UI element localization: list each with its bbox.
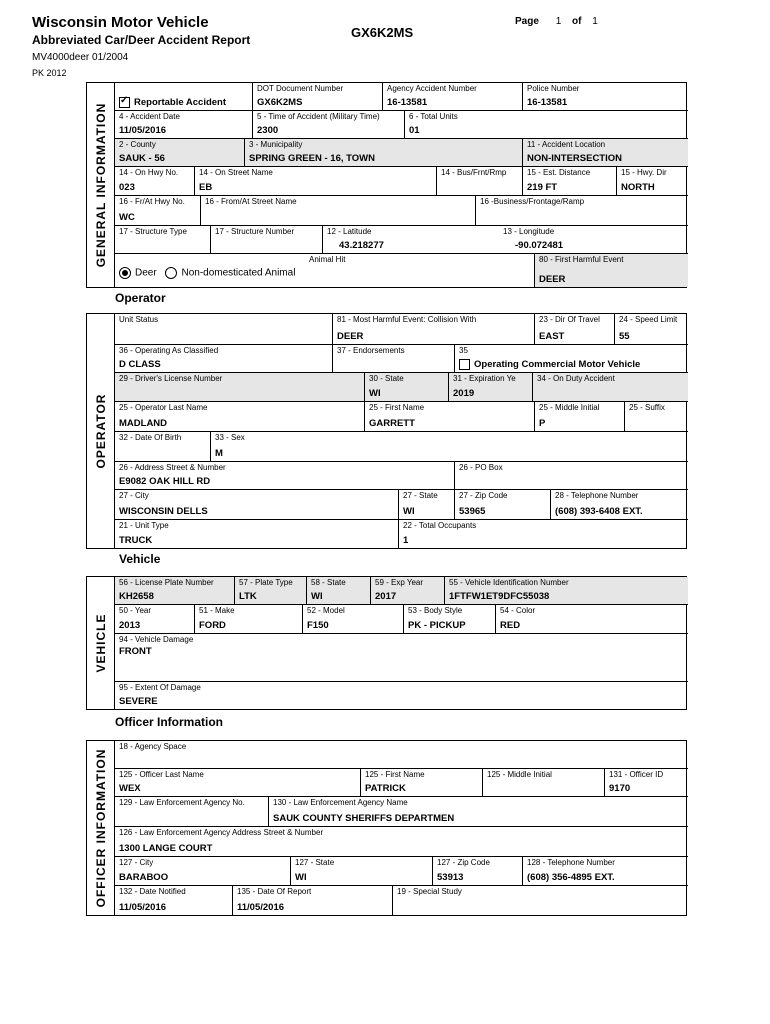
accident-location-value: NON-INTERSECTION	[527, 153, 622, 164]
sex-cell	[211, 432, 688, 462]
officer-id-label: 131 - Officer ID	[609, 770, 664, 779]
dir-travel-label: 23 - Dir Of Travel	[539, 315, 600, 324]
vin-label: 55 - Vehicle Identification Number	[449, 578, 569, 587]
vin-value: 1FTFW1ET9DFC55038	[449, 591, 550, 602]
non-domesticated-label: Non-domesticated Animal	[181, 267, 296, 279]
officer-section-label: OFFICER INFORMATION	[93, 748, 108, 908]
speed-limit-value: 55	[619, 331, 630, 342]
city-value: WISCONSIN DELLS	[119, 506, 208, 517]
body-style-value: PK - PICKUP	[408, 620, 466, 631]
operator-title: Operator	[115, 291, 166, 305]
first-harmful-event-cell	[535, 254, 688, 287]
address-value: E9082 OAK HILL RD	[119, 476, 211, 487]
frat-hwy-value: WC	[119, 212, 135, 223]
municipality-cell	[245, 139, 523, 167]
operator-last-label: 25 - Operator Last Name	[119, 403, 208, 412]
classified-value: D CLASS	[119, 359, 161, 370]
vehicle-title: Vehicle	[119, 552, 161, 566]
on-street-label: 14 - On Street Name	[199, 168, 273, 177]
on-hwy-value: 023	[119, 182, 135, 193]
frat-hwy-label: 16 - Fr/At Hwy No.	[119, 197, 185, 206]
agency-name-cell	[269, 797, 688, 827]
on-street-value: EB	[199, 182, 213, 193]
animal-hit-cell	[305, 254, 535, 287]
total-units-value: 01	[409, 125, 420, 136]
page-label: Page	[515, 16, 539, 27]
license-label: 29 - Driver's License Number	[119, 374, 223, 383]
cmv-label: Operating Commercial Motor Vehicle	[474, 359, 641, 370]
police-number-value: 16-13581	[527, 97, 568, 108]
cmv-checkbox[interactable]	[459, 359, 470, 370]
telephone-value: (608) 393-6408 EXT.	[555, 506, 643, 517]
deer-radio[interactable]	[119, 267, 131, 279]
classified-label: 36 - Operating As Classified	[119, 346, 219, 355]
form-subtitle: Abbreviated Car/Deer Accident Report	[32, 33, 251, 47]
exp-year-cell	[371, 577, 445, 605]
operator-section	[86, 313, 687, 549]
form-title: Wisconsin Motor Vehicle	[32, 14, 209, 31]
address-cell	[115, 462, 455, 490]
occupants-cell	[399, 520, 688, 548]
agency-space-cell	[115, 741, 688, 769]
officer-telephone-cell	[523, 857, 688, 886]
officer-section	[86, 740, 687, 916]
exp-year-value: 2017	[375, 591, 397, 602]
model-cell	[303, 605, 404, 634]
longitude-label: 13 - Longitude	[503, 227, 555, 236]
year-label: 50 - Year	[119, 606, 152, 615]
exp-year-label: 59 - Exp Year	[375, 578, 424, 587]
hwy-dir-cell	[617, 167, 688, 196]
unit-type-cell	[115, 520, 399, 548]
dir-travel-cell	[535, 314, 615, 345]
first-harmful-event-label: 80 - First Harmful Event	[539, 255, 624, 264]
date-notified-label: 132 - Date Notified	[119, 887, 186, 896]
agency-address-label: 126 - Law Enforcement Agency Address Street & Number	[119, 828, 324, 837]
dob-label: 32 - Date Of Birth	[119, 433, 182, 442]
operator-middle-label: 25 - Middle Initial	[539, 403, 600, 412]
expiration-cell	[449, 373, 533, 402]
est-distance-value: 219 FT	[527, 182, 558, 193]
document-id: GX6K2MS	[351, 25, 414, 40]
accident-date-label: 4 - Accident Date	[119, 112, 180, 121]
operator-suffix-cell	[625, 402, 688, 432]
dot-document-cell	[253, 83, 383, 111]
reportable-label: Reportable Accident	[134, 97, 227, 108]
vehicle-damage-label: 94 - Vehicle Damage	[119, 635, 194, 644]
date-report-label: 135 - Date Of Report	[237, 887, 312, 896]
officer-id-value: 9170	[609, 783, 631, 794]
officer-last-label: 125 - Officer Last Name	[119, 770, 204, 779]
date-report-cell	[233, 886, 393, 915]
vehicle-state-label: 58 - State	[311, 578, 346, 587]
license-state-cell	[365, 373, 449, 402]
speed-limit-label: 24 - Speed Limit	[619, 315, 678, 324]
latitude-cell	[323, 226, 499, 254]
dot-document-label: DOT Document Number	[257, 84, 344, 93]
cmv-number: 35	[459, 346, 468, 355]
plate-type-label: 57 - Plate Type	[239, 578, 293, 587]
dot-document-value: GX6K2MS	[257, 97, 303, 108]
agency-address-value: 1300 LANGE COURT	[119, 843, 213, 854]
dir-travel-value: EAST	[539, 331, 565, 342]
date-report-value: 11/05/2016	[237, 902, 285, 913]
officer-state-value: WI	[295, 872, 307, 883]
frat-street-label: 16 - From/At Street Name	[205, 197, 297, 206]
vehicle-state-cell	[307, 577, 371, 605]
accident-location-label: 11 - Accident Location	[527, 140, 606, 149]
county-value: SAUK - 56	[119, 153, 165, 164]
most-harmful-value: DEER	[337, 331, 364, 342]
business-frontage-cell	[476, 196, 688, 226]
unit-type-label: 21 - Unit Type	[119, 521, 169, 530]
unit-status-label: Unit Status	[119, 315, 159, 324]
body-style-label: 53 - Body Style	[408, 606, 463, 615]
operator-middle-cell	[535, 402, 625, 432]
officer-state-cell	[291, 857, 433, 886]
occupants-value: 1	[403, 535, 409, 546]
officer-first-cell	[361, 769, 483, 797]
vehicle-section-label: VEHICLE	[93, 613, 108, 673]
latitude-label: 12 - Latitude	[327, 227, 372, 236]
agency-name-label: 130 - Law Enforcement Agency Name	[273, 798, 408, 807]
year-cell	[115, 605, 195, 634]
structure-type-cell	[115, 226, 211, 254]
county-cell	[115, 139, 245, 167]
zip-cell	[455, 490, 551, 520]
vehicle-state-value: WI	[311, 591, 323, 602]
license-state-label: 30 - State	[369, 374, 404, 383]
zip-label: 27 - Zip Code	[459, 491, 508, 500]
license-cell	[115, 373, 365, 402]
state-value: WI	[403, 506, 415, 517]
first-harmful-event-value: DEER	[539, 274, 566, 285]
bus-frnt-label: 14 - Bus/Frnt/Rmp	[441, 168, 507, 177]
accident-time-label: 5 - Time of Accident (Military Time)	[257, 112, 380, 121]
license-state-value: WI	[369, 388, 381, 399]
officer-telephone-value: (608) 356-4895 EXT.	[527, 872, 615, 883]
operator-last-cell	[115, 402, 365, 432]
extent-damage-cell	[115, 682, 688, 709]
animal-hit-label: Animal Hit	[309, 255, 346, 264]
color-value: RED	[500, 620, 521, 631]
accident-location-cell	[523, 139, 688, 167]
officer-city-cell	[115, 857, 291, 886]
frat-street-cell	[201, 196, 476, 226]
officer-first-label: 125 - First Name	[365, 770, 425, 779]
unit-status-cell	[115, 314, 333, 345]
officer-city-label: 127 - City	[119, 858, 154, 867]
special-study-label: 19 - Special Study	[397, 887, 462, 896]
total-units-cell	[405, 111, 688, 139]
longitude-cell	[499, 226, 688, 254]
year-value: 2013	[119, 620, 141, 631]
county-label: 2 - County	[119, 140, 156, 149]
model-value: F150	[307, 620, 329, 631]
date-notified-cell	[115, 886, 233, 915]
most-harmful-label: 81 - Most Harmful Event: Collision With	[337, 315, 477, 324]
telephone-label: 28 - Telephone Number	[555, 491, 639, 500]
on-street-cell	[195, 167, 437, 196]
officer-last-value: WEX	[119, 783, 141, 794]
vin-cell	[445, 577, 688, 605]
operator-first-value: GARRETT	[369, 418, 415, 429]
general-section-label: GENERAL INFORMATION	[93, 102, 108, 268]
make-value: FORD	[199, 620, 226, 631]
officer-zip-label: 127 - Zip Code	[437, 858, 490, 867]
classified-cell	[115, 345, 333, 373]
page-number: 1	[555, 16, 562, 27]
model-label: 52 - Model	[307, 606, 345, 615]
unit-type-value: TRUCK	[119, 535, 153, 546]
accident-time-cell	[253, 111, 405, 139]
po-box-cell	[455, 462, 688, 490]
po-box-label: 26 - PO Box	[459, 463, 503, 472]
agency-address-cell	[115, 827, 688, 857]
total-units-label: 6 - Total Units	[409, 112, 458, 121]
municipality-value: SPRING GREEN - 16, TOWN	[249, 153, 375, 164]
special-study-cell	[393, 886, 688, 915]
date-notified-value: 11/05/2016	[119, 902, 167, 913]
business-frontage-label: 16 -Business/Frontage/Ramp	[480, 197, 585, 206]
officer-zip-cell	[433, 857, 523, 886]
on-hwy-cell	[115, 167, 195, 196]
officer-title: Officer Information	[115, 715, 224, 729]
vehicle-damage-value: FRONT	[119, 646, 152, 657]
endorsements-label: 37 - Endorsements	[337, 346, 405, 355]
officer-state-label: 127 - State	[295, 858, 335, 867]
make-cell	[195, 605, 303, 634]
sex-label: 33 - Sex	[215, 433, 245, 442]
municipality-label: 3 - Municipality	[249, 140, 303, 149]
plate-label: 56 - License Plate Number	[119, 578, 214, 587]
vehicle-section	[86, 576, 687, 710]
est-distance-cell	[523, 167, 617, 196]
agency-space-label: 18 - Agency Space	[119, 742, 187, 751]
city-cell	[115, 490, 399, 520]
agency-name-value: SAUK COUNTY SHERIFFS DEPARTMEN	[273, 813, 455, 824]
address-label: 26 - Address Street & Number	[119, 463, 226, 472]
on-hwy-label: 14 - On Hwy No.	[119, 168, 179, 177]
latitude-value: 43.218277	[339, 240, 384, 251]
hwy-dir-label: 15 - Hwy. Dir	[621, 168, 667, 177]
extent-damage-value: SEVERE	[119, 696, 158, 707]
telephone-cell	[551, 490, 688, 520]
officer-telephone-label: 128 - Telephone Number	[527, 858, 615, 867]
city-label: 27 - City	[119, 491, 149, 500]
occupants-label: 22 - Total Occupants	[403, 521, 477, 530]
on-duty-label: 34 - On Duty Accident	[537, 374, 615, 383]
est-distance-label: 15 - Est. Distance	[527, 168, 591, 177]
officer-middle-label: 125 - Middle Initial	[487, 770, 552, 779]
general-information-section	[86, 82, 687, 288]
frat-hwy-cell	[115, 196, 201, 226]
color-label: 54 - Color	[500, 606, 536, 615]
operator-last-value: MADLAND	[119, 418, 168, 429]
plate-cell	[115, 577, 235, 605]
sex-value: M	[215, 448, 223, 459]
plate-type-cell	[235, 577, 307, 605]
hwy-dir-value: NORTH	[621, 182, 655, 193]
most-harmful-cell	[333, 314, 535, 345]
officer-middle-cell	[483, 769, 605, 797]
operator-first-label: 25 - First Name	[369, 403, 425, 412]
accident-time-value: 2300	[257, 125, 279, 136]
plate-value: KH2658	[119, 591, 154, 602]
operator-middle-value: P	[539, 418, 546, 429]
structure-type-label: 17 - Structure Type	[119, 227, 187, 236]
non-domesticated-radio[interactable]	[165, 267, 177, 279]
vehicle-damage-cell	[115, 634, 688, 682]
page-total: 1	[592, 16, 598, 27]
cmv-cell	[455, 345, 688, 373]
speed-limit-cell	[615, 314, 688, 345]
officer-city-value: BARABOO	[119, 872, 169, 883]
reportable-checkbox[interactable]	[119, 97, 130, 108]
color-cell	[496, 605, 688, 634]
longitude-value: -90.072481	[515, 240, 564, 251]
officer-id-cell	[605, 769, 688, 797]
page-indicator	[515, 16, 598, 27]
state-label: 27 - State	[403, 491, 438, 500]
bus-frnt-cell	[437, 167, 523, 196]
reportable-cell	[115, 83, 253, 111]
plate-type-value: LTK	[239, 591, 257, 602]
agency-no-cell	[115, 797, 269, 827]
accident-date-cell	[115, 111, 253, 139]
accident-date-value: 11/05/2016	[119, 125, 167, 136]
officer-first-value: PATRICK	[365, 783, 406, 794]
body-style-cell	[404, 605, 496, 634]
police-number-label: Police Number	[527, 84, 580, 93]
agency-accident-value: 16-13581	[387, 97, 428, 108]
expiration-label: 31 - Expiration Ye	[453, 374, 516, 383]
on-duty-cell	[533, 373, 688, 402]
dob-cell	[115, 432, 211, 462]
expiration-value: 2019	[453, 388, 475, 399]
police-number-cell	[523, 83, 688, 111]
state-cell	[399, 490, 455, 520]
officer-zip-value: 53913	[437, 872, 464, 883]
of-label: of	[572, 16, 582, 27]
form-number: MV4000deer 01/2004	[32, 52, 129, 63]
agency-no-label: 129 - Law Enforcement Agency No.	[119, 798, 245, 807]
operator-first-cell	[365, 402, 535, 432]
deer-label: Deer	[135, 267, 157, 279]
operator-section-label: OPERATOR	[93, 393, 108, 469]
structure-number-label: 17 - Structure Number	[215, 227, 295, 236]
agency-accident-label: Agency Accident Number	[387, 84, 477, 93]
operator-suffix-label: 25 - Suffix	[629, 403, 665, 412]
agency-accident-cell	[383, 83, 523, 111]
make-label: 51 - Make	[199, 606, 235, 615]
endorsements-cell	[333, 345, 455, 373]
zip-value: 53965	[459, 506, 486, 517]
animal-type-cell	[115, 254, 305, 287]
pk-code: PK 2012	[32, 68, 67, 78]
structure-number-cell	[211, 226, 323, 254]
extent-damage-label: 95 - Extent Of Damage	[119, 683, 201, 692]
officer-last-cell	[115, 769, 361, 797]
